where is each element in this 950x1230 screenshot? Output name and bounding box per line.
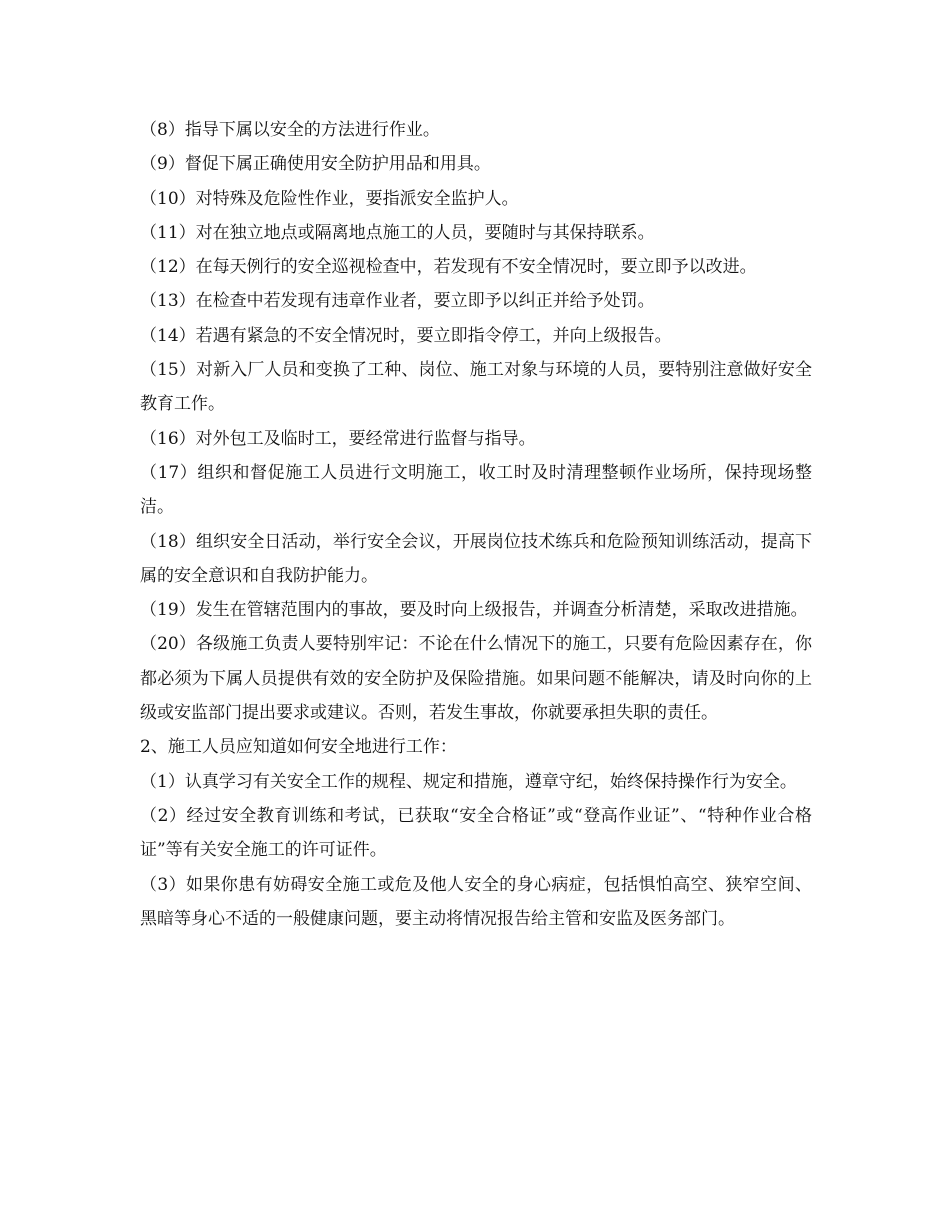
paragraph-item-12: （12）在每天例行的安全巡视检查中，若发现有不安全情况时，要立即予以改进。 — [140, 257, 757, 278]
paragraph-item-17: （17）组织和督促施工人员进行文明施工，收工时及时清理整顿作业场所，保持现场整洁。 — [140, 462, 812, 518]
worker-item-2: （2）经过安全教育训练和考试，已获取“安全合格证”或“登高作业证”、“特种作业合格证”等有关安全施工的许可证件。 — [140, 805, 812, 861]
paragraph-item-8: （8）指导下属以安全的方法进行作业。 — [140, 120, 440, 140]
paragraph-item-16: （16）对外包工及临时工，要经常进行监督与指导。 — [140, 428, 536, 449]
paragraph-item-18: （18）组织安全日活动，举行安全会议，开展岗位技术练兵和危险预知训练活动，提高下属的安全意识和自我防护能力。 — [140, 531, 812, 586]
paragraph-item-19: （19）发生在管辖范围内的事故，要及时向上级报告，并调查分析清楚，采取改进措施。 — [140, 600, 808, 621]
worker-item-3: （3）如果你患有妨碍安全施工或危及他人安全的身心病症，包括惧怕高空、狭窄空间、黑暗等身心不适的一般健康问题，要主动将情况报告给主管和安监及医务部门。 — [140, 874, 812, 929]
paragraph-item-11: （11）对在独立地点或隔离地点施工的人员，要随时与其保持联系。 — [140, 222, 655, 243]
paragraph-item-9: （9）督促下属正确使用安全防护用品和用具。 — [140, 154, 491, 175]
paragraph-item-15: （15）对新入厂人员和变换了工种、岗位、施工对象与环境的人员，要特别注意做好安全教育工作。 — [140, 360, 812, 415]
worker-item-1: （1）认真学习有关安全工作的规程、规定和措施，遵章守纪，始终保持操作行为安全。 — [140, 771, 797, 792]
section-heading-2: 2、施工人员应知道如何安全地进行工作： — [140, 737, 457, 758]
paragraph-item-10: （10）对特殊及危险性作业，要指派安全监护人。 — [140, 188, 519, 209]
document-page — [140, 113, 812, 936]
paragraph-item-13: （13）在检查中若发现有违章作业者，要立即予以纠正并给予处罚。 — [140, 291, 655, 312]
paragraph-item-14: （14）若遇有紧急的不安全情况时，要立即指令停工，并向上级报告。 — [140, 325, 672, 346]
paragraph-item-20: （20）各级施工负责人要特别牢记：不论在什么情况下的施工，只要有危险因素存在，你都必须为下属人员提供有效的安全防护及保险措施。如果问题不能解决，请及时向你的上级或安监部门提出要求或建议。否则，若发生事故，你就要承担失职的责任。 — [140, 634, 812, 724]
